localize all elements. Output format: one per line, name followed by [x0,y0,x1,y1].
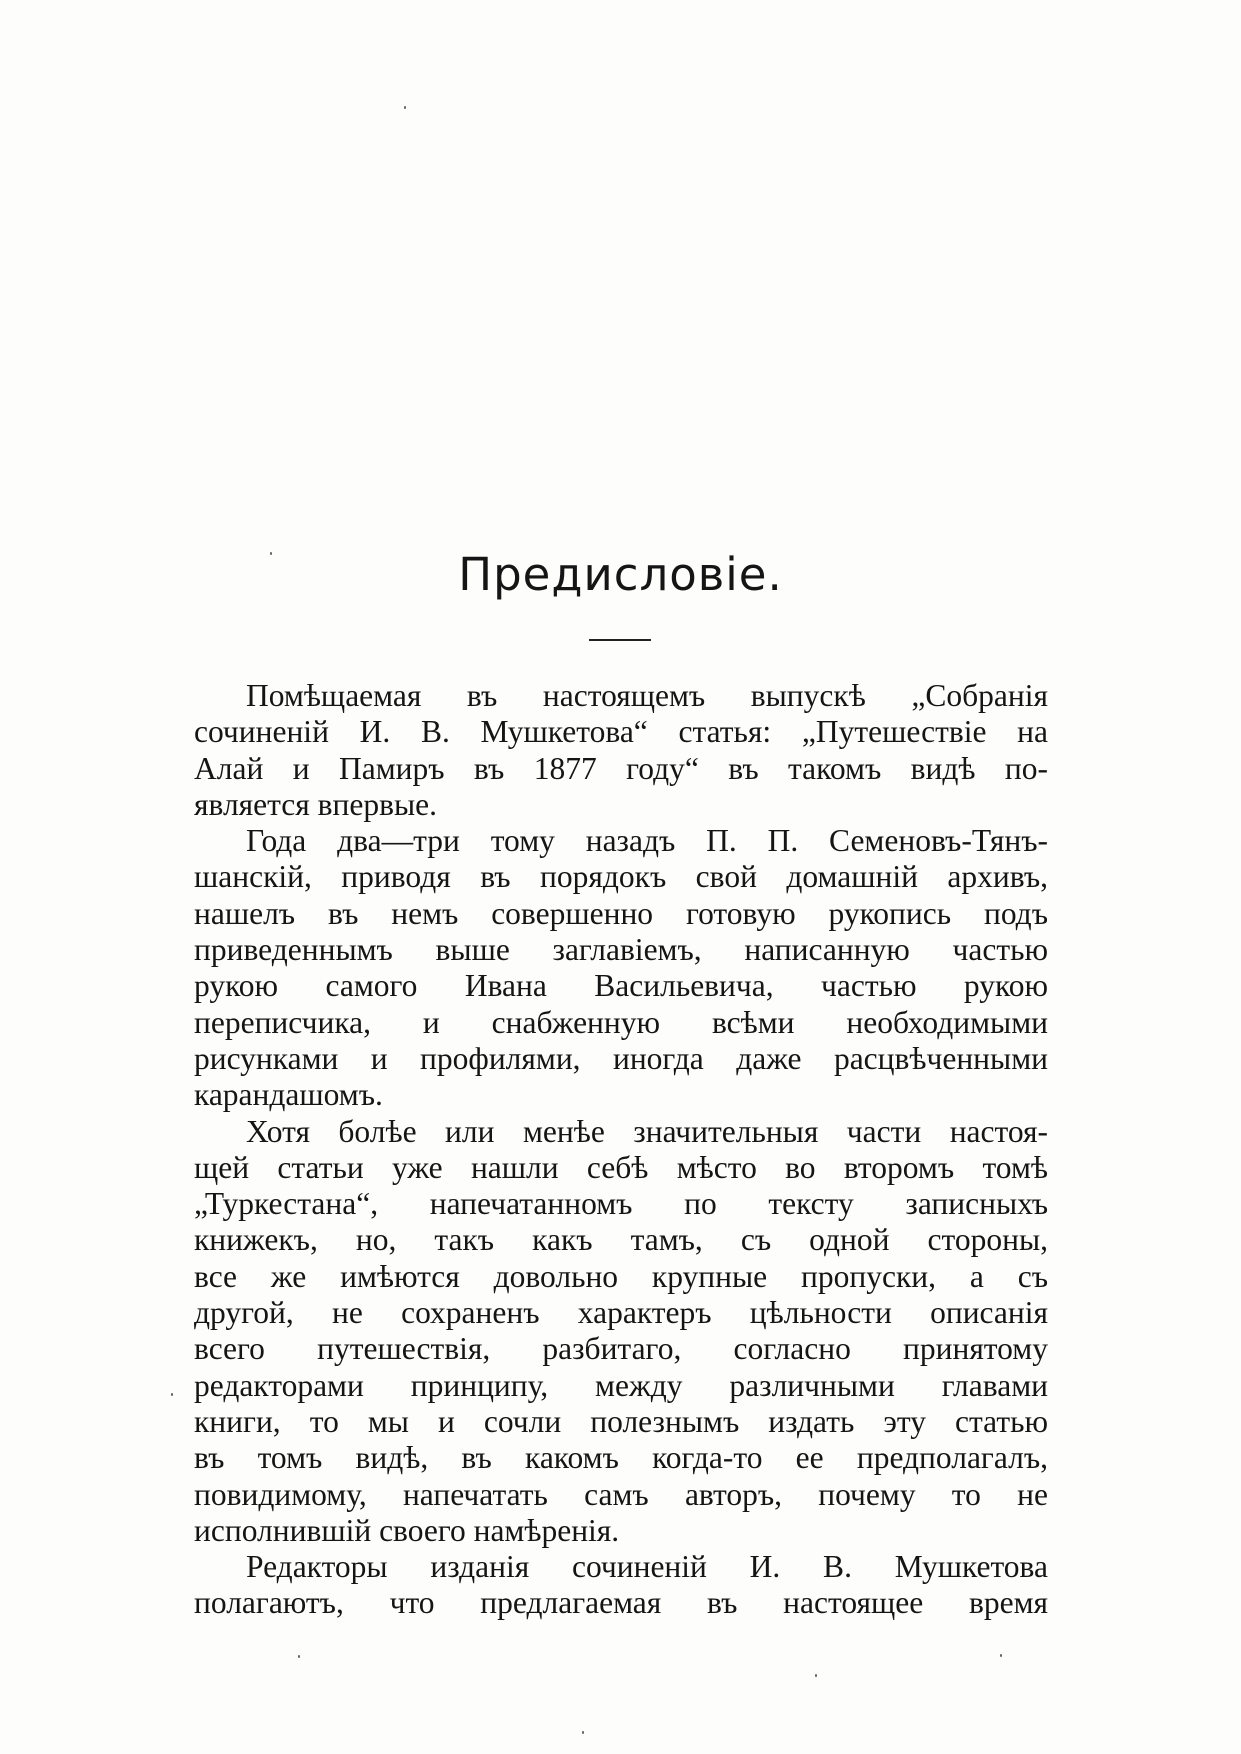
text-line: повидимому, напечатать самъ авторъ, почему то не [194,1476,1048,1512]
scan-speck [1000,1654,1002,1657]
page-title: Предисловіе. [458,548,783,601]
text-line: редакторами принципу, между различными главами [194,1367,1048,1403]
text-line: Помѣщаемая въ настоящемъ выпускѣ „Собранія [246,678,1048,713]
text-line: полагаютъ, что предлагаемая въ настоящее время [194,1585,1048,1621]
text-line: переписчика, и снабженную всѣми необходимыми [194,1004,1048,1040]
text-line: является впервые. [194,786,437,822]
text-line: въ томъ видѣ, въ какомъ когда-то ее предполагалъ, [194,1440,1048,1476]
text-line: книги, то мы и сочли полезнымъ издать эту статью [194,1403,1048,1439]
text-line: приведеннымъ выше заглавіемъ, написанную частью [194,932,1048,968]
text-line: другой, не сохраненъ характеръ цѣльности описанія [194,1295,1048,1331]
title-divider [589,639,651,641]
scan-speck [815,1674,817,1677]
text-line: щей статьи уже нашли себѣ мѣсто во второмъ томѣ [194,1149,1048,1185]
text-line: исполнившій своего намѣренія. [194,1512,620,1548]
text-line: нашелъ въ немъ совершенно готовую рукопись подъ [194,895,1048,931]
text-line: сочиненій И. В. Мушкетова“ статья: „Путешествіе на [194,714,1048,750]
scan-speck [404,106,406,109]
scan-speck [270,552,272,555]
text-line: Редакторы изданія сочиненій И. В. Мушкетова [246,1549,1048,1585]
text-line: шанскій, приводя въ порядокъ свой домашній архивъ, [194,859,1048,895]
text-line: Хотя болѣе или менѣе значительныя части настоя- [246,1113,1048,1149]
scan-speck [171,1393,173,1396]
text-line: карандашомъ. [194,1077,383,1113]
preface-text [194,678,1048,1622]
text-line: Года два—три тому назадъ П. П. Семеновъ-Тянъ- [246,823,1048,859]
text-line: все же имѣются довольно крупные пропуски, а съ [194,1258,1048,1294]
text-line: книжекъ, но, такъ какъ тамъ, съ одной стороны, [194,1222,1048,1258]
text-line: „Туркестана“, напечатанномъ по тексту записныхъ [194,1186,1048,1222]
text-line: Алай и Памиръ въ 1877 году“ въ такомъ видѣ по- [194,750,1048,786]
text-line: всего путешествія, разбитаго, согласно принятому [194,1331,1048,1367]
text-line: рукою самого Ивана Васильевича, частью рукою [194,968,1048,1004]
scan-speck [582,1731,584,1734]
text-line: рисунками и профилями, иногда даже расцвѣченными [194,1040,1048,1076]
scan-speck [298,1655,300,1658]
